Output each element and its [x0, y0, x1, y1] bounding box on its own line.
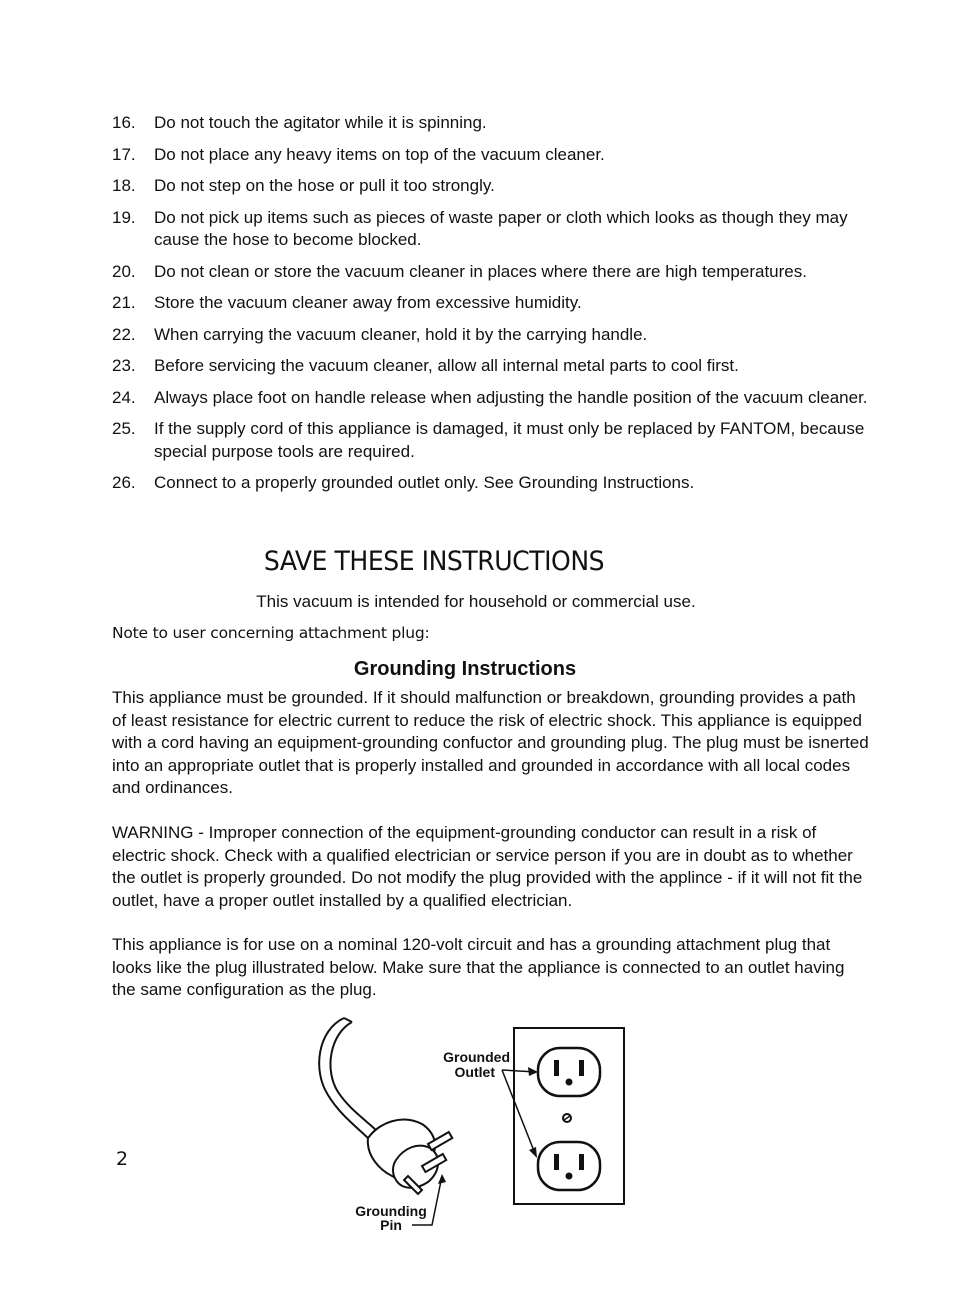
- plug-outlet-illustration: [300, 1010, 640, 1240]
- attachment-plug-note: Note to user concerning attachment plug:: [112, 624, 430, 642]
- list-item: 23. Before servicing the vacuum cleaner, allow all internal metal parts to cool first.: [112, 356, 739, 375]
- grounding-instructions-title: Grounding Instructions: [353, 658, 577, 680]
- list-item: 18. Do not step on the hose or pull it too strongly.: [112, 176, 495, 195]
- list-item: 25. If the supply cord of this appliance is damaged, it must only be replaced by FANTOM, because special purpose tools are required.: [112, 419, 865, 461]
- list-item: 24. Always place foot on handle release when adjusting the handle position of the vacuum cleaner.: [112, 387, 868, 407]
- list-item: 17. Do not place any heavy items on top of the vacuum cleaner.: [112, 144, 605, 164]
- grounding-pin-label-1: Grounding: [355, 1203, 427, 1219]
- list-item: 16. Do not touch the agitator while it is spinning.: [112, 113, 487, 132]
- voltage-paragraph: This appliance is for use on a nominal 120-volt circuit and has a grounding attachment plug that looks like the plug illustrated below. Make sure that the appliance is connected to an outlet having the same configuration as the plug.: [112, 935, 845, 999]
- plug-cord-inner: [330, 1022, 378, 1132]
- grounded-outlet-label-1: Grounded: [443, 1049, 510, 1065]
- page-number: 2: [116, 1148, 129, 1170]
- outlet-receptacle-top: [538, 1048, 600, 1096]
- save-instructions-heading: SAVE THESE INSTRUCTIONS: [263, 546, 605, 577]
- safety-list: [112, 112, 872, 504]
- grounding-paragraph-1: This appliance must be grounded. If it should malfunction or breakdown, grounding provides a path of least resistance for electric current to reduce the risk of electric shock. This appliance is equipped with a cord having an equipment-grounding confuctor and grounding plug. The plug must be isnerted into an appropriate outlet that is properly installed and grounded in accordance with all local codes and ordinances.: [112, 688, 869, 797]
- list-item: 20. Do not clean or store the vacuum cleaner in places where there are high temperatures.: [112, 261, 807, 281]
- list-item: 19. Do not pick up items such as pieces of waste paper or cloth which looks as though they may cause the hose to become blocked.: [112, 207, 848, 249]
- list-item: 21. Store the vacuum cleaner away from excessive humidity.: [112, 293, 582, 312]
- list-item: 22. When carrying the vacuum cleaner, hold it by the carrying handle.: [112, 324, 648, 344]
- outlet-receptacle-bottom: [538, 1142, 600, 1190]
- intended-use-text: This vacuum is intended for household or commercial use.: [256, 592, 696, 611]
- grounding-pin-label-2: Pin: [380, 1217, 402, 1233]
- plug-outlet-svg: [300, 1010, 640, 1240]
- list-item: 26. Connect to a properly grounded outlet only. See Grounding Instructions.: [112, 473, 695, 492]
- grounded-outlet-label-2: Outlet: [454, 1064, 495, 1080]
- warning-paragraph: WARNING - Improper connection of the equipment-grounding conductor can result in a risk of electric shock. Check with a qualified electrician or service person if you are in doubt as to whether the outlet is properly grounded. Do not modify the plug provided with the applince - if it will not fit the outlet, have a proper outlet installed by a qualified electrician.: [112, 823, 863, 910]
- plug-cord: [319, 1018, 370, 1140]
